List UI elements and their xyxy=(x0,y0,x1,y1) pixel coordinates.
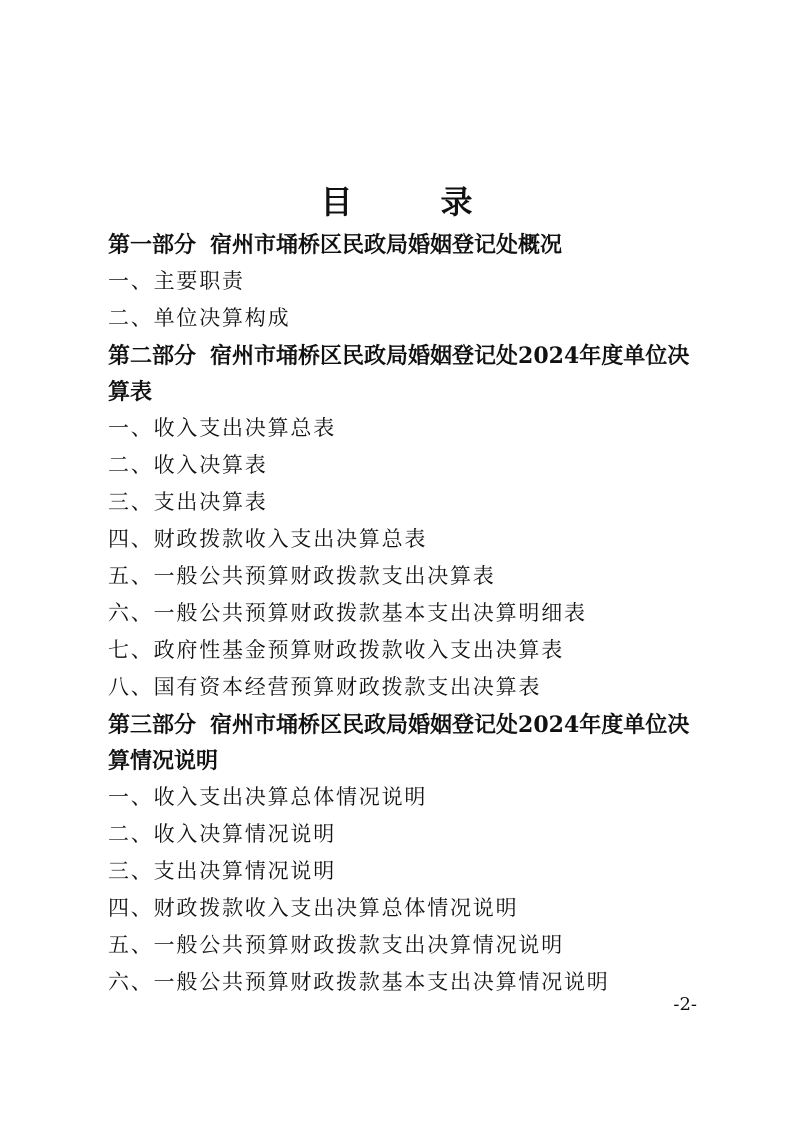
toc-item: 二、收入决算表 xyxy=(108,453,268,477)
part-title: 宿州市埇桥区民政局婚姻登记处2024年度单位决算表 xyxy=(108,343,690,405)
part-label: 第二部分 xyxy=(108,343,197,369)
part-label: 第一部分 xyxy=(108,232,197,258)
toc-item: 四、财政拨款收入支出决算总表 xyxy=(108,527,428,551)
toc-item: 二、单位决算构成 xyxy=(108,306,291,330)
toc-item: 一、收入支出决算总体情况说明 xyxy=(108,785,428,809)
table-of-contents xyxy=(108,226,698,1001)
toc-part-heading xyxy=(108,706,698,779)
part-title: 宿州市埇桥区民政局婚姻登记处2024年度单位决算情况说明 xyxy=(108,712,690,774)
toc-item: 三、支出决算表 xyxy=(108,490,268,514)
toc-item: 三、支出决算情况说明 xyxy=(108,859,336,883)
toc-item: 一、收入支出决算总表 xyxy=(108,416,336,440)
toc-item: 二、收入决算情况说明 xyxy=(108,822,336,846)
page-number: -2- xyxy=(673,994,697,1015)
toc-item: 五、一般公共预算财政拨款支出决算情况说明 xyxy=(108,933,564,957)
toc-item: 六、一般公共预算财政拨款基本支出决算明细表 xyxy=(108,601,587,625)
toc-part-heading xyxy=(108,226,698,263)
toc-part-heading xyxy=(108,337,698,410)
toc-item: 八、国有资本经营预算财政拨款支出决算表 xyxy=(108,675,542,699)
toc-item: 七、政府性基金预算财政拨款收入支出决算表 xyxy=(108,638,564,662)
part-label: 第三部分 xyxy=(108,712,197,738)
toc-item: 五、一般公共预算财政拨款支出决算表 xyxy=(108,564,496,588)
page-title: 目 录 xyxy=(320,183,501,221)
toc-item: 六、一般公共预算财政拨款基本支出决算情况说明 xyxy=(108,970,610,994)
toc-item: 一、主要职责 xyxy=(108,269,245,293)
toc-item: 四、财政拨款收入支出决算总体情况说明 xyxy=(108,896,519,920)
part-title: 宿州市埇桥区民政局婚姻登记处概况 xyxy=(210,232,563,258)
